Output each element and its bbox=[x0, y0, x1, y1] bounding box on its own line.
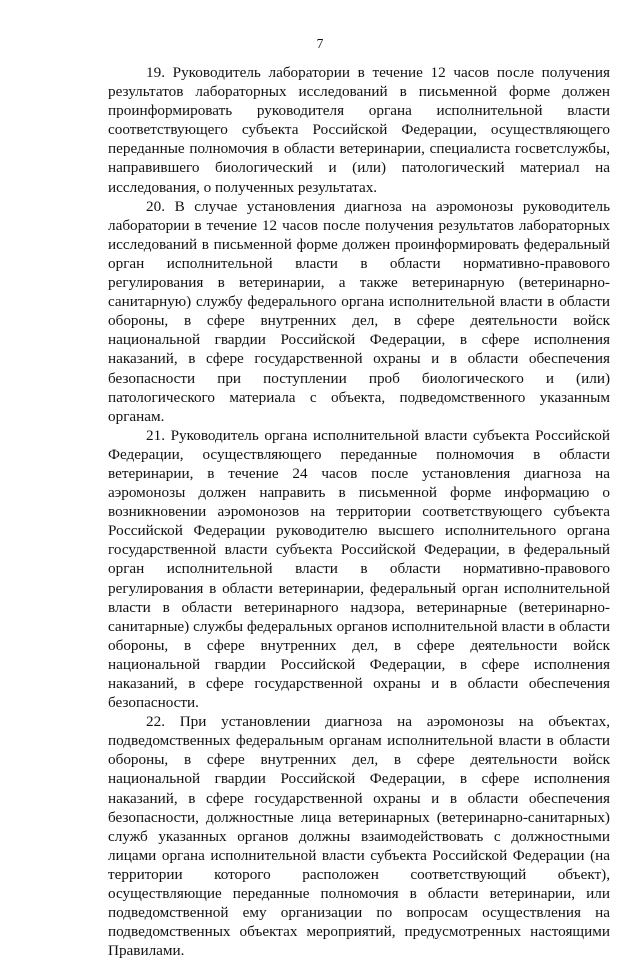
document-body bbox=[108, 63, 610, 960]
paragraph-19: 19. Руководитель лаборатории в течение 12 часов после получения результатов лабораторных исследований в письменной форме должен проинформировать руководителя органа исполнительной власти соответствующего субъекта Российской Федерации, осуществляющего переданные полномочия в области ветеринарии, специалиста госветслужбы, направившего биологический и (или) патологический материал на исследования, о полученных результатах. bbox=[108, 64, 610, 196]
paragraph-22: 22. При установлении диагноза на аэромонозы на объектах, подведомственных федеральным органам исполнительной власти в области обороны, в сфере внутренних дел, в сфере деятельности войск национальной гвардии Российской Федерации, в сфере исполнения наказаний, в сфере государственной охраны и в области обеспечения безопасности, должностные лица ветеринарных (ветеринарно-санитарных) служб указанных органов должны взаимодействовать с должностными лицами органа исполнительной власти субъекта Российской Федерации (на территории которого расположен соответствующий объект), осуществляющие переданные полномочия в области ветеринарии, или подведомственной ему организации по вопросам осуществления на подведомственных объектах мероприятий, предусмотренных настоящими Правилами. bbox=[108, 713, 610, 960]
paragraph-20: 20. В случае установления диагноза на аэромонозы руководитель лаборатории в течение 12 часов после получения результатов лабораторных исследований в письменной форме должен проинформировать федеральный орган исполнительной власти в области нормативно-правового регулирования в ветеринарии, а также ветеринарную (ветеринарно-санитарную) службу федерального органа исполнительной власти в области обороны, в сфере внутренних дел, в сфере деятельности войск национальной гвардии Российской Федерации, в сфере исполнения наказаний, в сфере государственной охраны и в области обеспечения безопасности при поступлении проб биологического и (или) патологического материала с объекта, подведомственного указанным органам. bbox=[108, 197, 610, 425]
page-number: 7 bbox=[316, 36, 324, 51]
paragraph-21: 21. Руководитель органа исполнительной власти субъекта Российской Федерации, осуществляющего переданные полномочия в области ветеринарии, в течение 24 часов после установления диагноза на аэромонозы должен направить в письменной форме информацию о возникновении аэромонозов на территории соответствующего субъекта Российской Федерации руководителю высшего исполнительного органа государственной власти субъекта Российской Федерации, в федеральный орган исполнительной власти в области нормативно-правового регулирования в области ветеринарии, федеральный орган исполнительной власти в области ветеринарного надзора, ветеринарные (ветеринарно-санитарные) службы федеральных органов исполнительной власти в области обороны, в сфере внутренних дел, в сфере деятельности войск национальной гвардии Российской Федерации, в сфере исполнения наказаний, в сфере государственной охраны и в области обеспечения безопасности. bbox=[108, 426, 610, 712]
